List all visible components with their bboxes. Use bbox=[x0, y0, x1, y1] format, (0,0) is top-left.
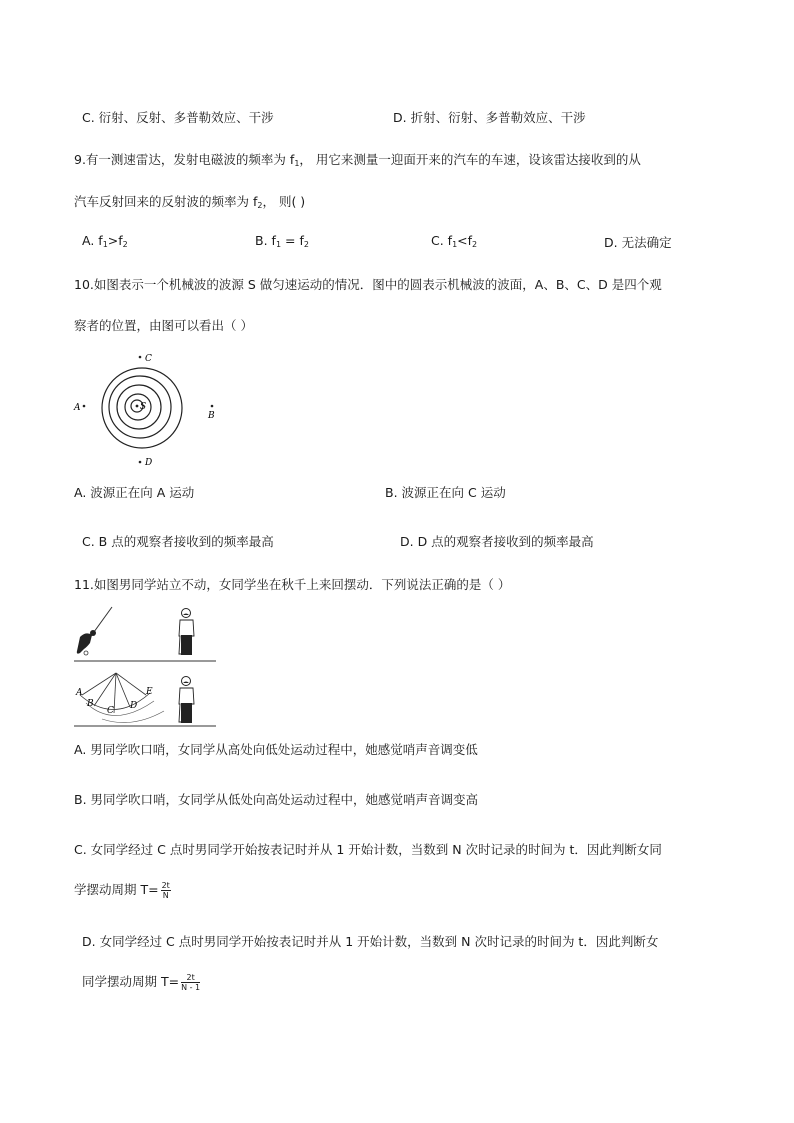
q11-option-b: B. 男同学吹口哨，女同学从低处向高处运动过程中，她感觉哨声音调变高 bbox=[74, 792, 479, 807]
swing-label-b: B bbox=[87, 699, 94, 709]
q8-option-d: D. 折射、衍射、多普勒效应、干涉 bbox=[393, 110, 586, 125]
swing-label-c: C bbox=[107, 706, 114, 716]
girl-figure-top bbox=[77, 633, 92, 653]
q9-option-c: C. $f_1<f_2$ bbox=[431, 233, 478, 249]
q11-option-c-line2: 学摆动周期 T= $\frac{2t}{N}$ bbox=[74, 881, 170, 900]
observer-d-dot bbox=[139, 461, 142, 464]
wavefront-circle-4 bbox=[125, 394, 151, 420]
label-s: S bbox=[140, 402, 147, 412]
q9-option-d: D. 无法确定 bbox=[604, 235, 672, 250]
label-d: D bbox=[145, 458, 153, 468]
fraction-2t-over-n-minus-1: $\frac{2t}{N - 1}$ bbox=[181, 973, 201, 992]
observer-c-dot bbox=[139, 356, 142, 359]
q11-option-d-line1: D. 女同学经过 C 点时男同学开始按表记时并从 1 开始计数，当数到 N 次时记录的时间为 t．因此判断女 bbox=[82, 934, 659, 949]
swing-figure bbox=[72, 603, 218, 729]
q10-stem-line2: 察者的位置，由图可以看出（ ） bbox=[74, 318, 253, 333]
observer-b-dot bbox=[211, 405, 214, 408]
q9-stem-line1: 9.有一测速雷达，发射电磁波的频率为 $f_1$， 用它来测量一迎面开来的汽车的车速，设该雷达接收到的从 bbox=[74, 152, 641, 168]
q9-stem-line2: 汽车反射回来的反射波的频率为 $f_2$， 则( ) bbox=[74, 194, 306, 210]
q9-option-a: A. $f_1>f_2$ bbox=[82, 233, 128, 249]
observer-a-dot bbox=[83, 405, 86, 408]
q11-option-a: A. 男同学吹口哨，女同学从高处向低处运动过程中，她感觉哨声音调变低 bbox=[74, 742, 478, 757]
q10-option-d: D. D 点的观察者接收到的频率最高 bbox=[400, 534, 594, 549]
q8-option-c: C. 衍射、反射、多普勒效应、干涉 bbox=[82, 110, 274, 125]
boy-head-bottom bbox=[182, 677, 191, 686]
label-c: C bbox=[145, 354, 152, 364]
q10-option-b: B. 波源正在向 C 运动 bbox=[385, 485, 506, 500]
wavefront-circle-3 bbox=[117, 385, 161, 429]
q9-option-b: B. $f_1 = f_2$ bbox=[255, 233, 309, 249]
q10-option-a: A. 波源正在向 A 运动 bbox=[74, 485, 195, 500]
q11-option-c-line1: C. 女同学经过 C 点时男同学开始按表记时并从 1 开始计数，当数到 N 次时记录的时间为 t．因此判断女同 bbox=[74, 842, 662, 857]
q10-stem-line1: 10.如图表示一个机械波的波源 S 做匀速运动的情况．图中的圆表示机械波的波面，A、B、C、D 是四个观 bbox=[74, 277, 662, 292]
q10-option-c: C. B 点的观察者接收到的频率最高 bbox=[82, 534, 274, 549]
label-a: A bbox=[74, 403, 81, 413]
source-point bbox=[136, 405, 139, 408]
swing-label-d: D bbox=[130, 701, 138, 711]
swing-label-e: E bbox=[146, 687, 153, 697]
q11-option-d-line2: 同学摆动周期 T= $\frac{2t}{N - 1}$ bbox=[82, 973, 201, 992]
label-b: B bbox=[208, 411, 215, 421]
wavefront-figure bbox=[70, 346, 230, 471]
boy-head-top bbox=[182, 609, 191, 618]
q11-stem: 11.如图男同学站立不动，女同学坐在秋千上来回摆动．下列说法正确的是（ ） bbox=[74, 577, 511, 592]
swing-label-a: A bbox=[76, 688, 83, 698]
fraction-2t-over-n: $\frac{2t}{N}$ bbox=[161, 881, 170, 900]
